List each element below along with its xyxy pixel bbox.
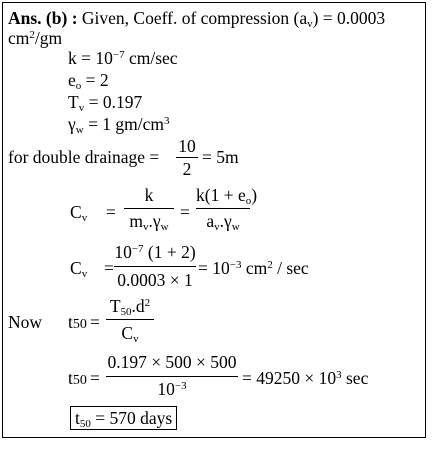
fraction-bar xyxy=(196,208,250,209)
cv-f2-num: $k(1 + e_o)$ xyxy=(196,185,258,207)
fraction-bar xyxy=(106,376,238,377)
equals-sign: = xyxy=(90,368,100,388)
given-tv: $T_v = 0.197$ xyxy=(68,92,143,114)
t50-lhs: t50 xyxy=(68,312,87,332)
equals-sign: = xyxy=(90,312,100,332)
cv-f2-den: $a_v.\gamma_w$ xyxy=(206,211,240,233)
given-k: $k = 10^{-7}$ cm/sec xyxy=(68,48,178,68)
t50-value-den: $10^{-3}$ xyxy=(157,379,187,399)
unit-line: $cm^2/gm$ xyxy=(8,28,63,48)
cv-value-rhs: = $10^{-3}$ $cm^2$ / sec xyxy=(198,258,309,278)
t50-num: $T_{50}.d^2$ xyxy=(109,296,151,318)
cv-value-den: 0.0003 × 1 xyxy=(117,270,193,290)
equals-sign: = xyxy=(106,202,116,222)
fraction-bar xyxy=(124,208,174,209)
given-gamma: $\gamma_w = 1$ $gm/cm^3$ xyxy=(68,114,170,136)
drainage-den: 2 xyxy=(182,159,192,179)
intro-line: Ans. (b) : Given, Coeff. of compression $(a_v) = 0.0003$ xyxy=(8,8,386,30)
equals-sign: = xyxy=(104,258,114,278)
answer-label: Ans. (b) : xyxy=(8,8,78,28)
drainage-text: for double drainage = xyxy=(8,147,160,167)
t50-value-num: 0.197 × 500 × 500 xyxy=(107,352,237,372)
cv-value-lhs: $C_v$ xyxy=(70,258,88,280)
now-label: Now xyxy=(8,312,43,332)
fraction-bar xyxy=(114,266,196,267)
t50-value-lhs: t50 xyxy=(68,368,87,388)
t50-value-rhs: = $49250 \times 10^3$ sec xyxy=(242,368,369,388)
fraction-bar xyxy=(176,157,198,158)
drainage-result: = 5m xyxy=(202,147,239,167)
t50-den: $C_v$ xyxy=(121,323,139,345)
given-e0: $e_o = 2$ xyxy=(68,70,109,92)
cv-value-num: $10^{-7}$ (1 + 2) xyxy=(114,242,196,262)
cv-f1-den: $m_v.\gamma_w$ xyxy=(129,211,169,233)
cv-f1-num: k xyxy=(144,185,154,205)
final-answer-box: $t_{50} = 570$ days xyxy=(70,406,177,430)
equals-sign: = xyxy=(180,202,190,222)
given-text: Given, Coeff. of compression (a xyxy=(77,8,308,28)
cv-lhs: $C_v$ xyxy=(70,202,88,224)
drainage-num: 10 xyxy=(178,136,196,156)
fraction-bar xyxy=(106,319,154,320)
